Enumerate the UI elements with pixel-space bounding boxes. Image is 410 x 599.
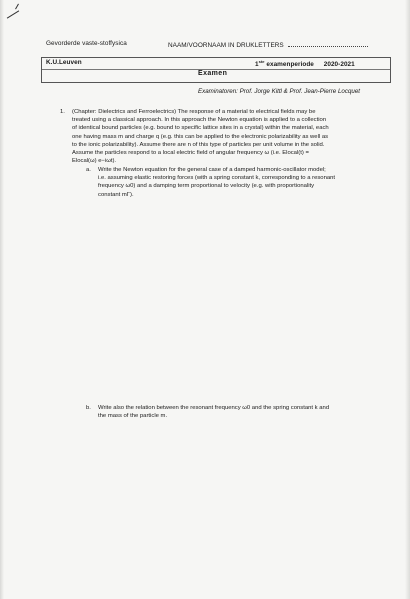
- staple-mark: [7, 10, 19, 18]
- part-a-line: constant mΓ).: [98, 191, 134, 198]
- q1-line: of identical bound particles (e.g. bound to specific lattice sites in a crystal) within the material, each: [72, 125, 329, 132]
- course-title: Gevorderde vaste-stoffysica: [46, 40, 127, 47]
- question-number: 1.: [60, 109, 65, 115]
- exam-title: Examen: [198, 70, 228, 77]
- period-text: examenperiode: [266, 61, 314, 69]
- scan-shadow-right: [405, 0, 410, 599]
- period-suffix: ste: [258, 59, 265, 64]
- part-a-line: i.e. assuming elastic restoring forces (with a spring constant k, corresponding to a resonant: [98, 175, 336, 182]
- examiners: Examinatoren: Prof. Jorge Kittl & Prof. Jean-Pierre Locquet: [198, 88, 360, 95]
- scan-shadow-left: [0, 0, 4, 599]
- name-field-text: NAAM/VOORNAAM IN DRUKLETTERS: [168, 42, 284, 49]
- part-a-label: a.: [86, 167, 91, 173]
- academic-year: 2020-2021: [323, 61, 355, 69]
- q1-line: (Chapter: Dielectrics and Ferroelectrics) The response of a material to electrical fields may be: [72, 109, 316, 115]
- q1-line: treated using a classical approach. In this approach the Newton equation is applied to a collection: [72, 117, 327, 124]
- period-number: 1: [255, 61, 259, 69]
- q1-line: to the ionic polarizability). Assume there are n of this type of particles per unit volume in the solid.: [72, 141, 325, 148]
- part-a-text: [98, 166, 398, 199]
- part-b-line: Write also the relation between the resonant frequency ω0 and the spring constant k and: [98, 405, 330, 411]
- name-field-label: [168, 40, 368, 49]
- q1-line: Elocal(ω) e−iωt).: [72, 158, 117, 165]
- part-b-text: [98, 404, 398, 420]
- part-b-label: b.: [86, 405, 91, 411]
- staple-mark-2: [15, 4, 19, 10]
- part-b-line: the mass of the particle m.: [98, 413, 168, 420]
- q1-line: one having mass m and charge q (e.g. this can be applied to the electronic polarizability as well as: [72, 133, 329, 140]
- q1-line: Assume the particles respond to a local electric field of angular frequency ω (i.e. Elocal(t) =: [72, 150, 309, 157]
- part-a-line: frequency ω0) and a damping term proportional to velocity (e.g. with proportionality: [98, 183, 315, 190]
- exam-period: [255, 59, 355, 68]
- question-1-text: [72, 108, 392, 165]
- part-a-line: Write the Newton equation for the general case of a damped harmonic-oscillator model;: [98, 167, 326, 173]
- name-field-blank: [288, 40, 368, 47]
- university-name: K.U.Leuven: [46, 59, 82, 66]
